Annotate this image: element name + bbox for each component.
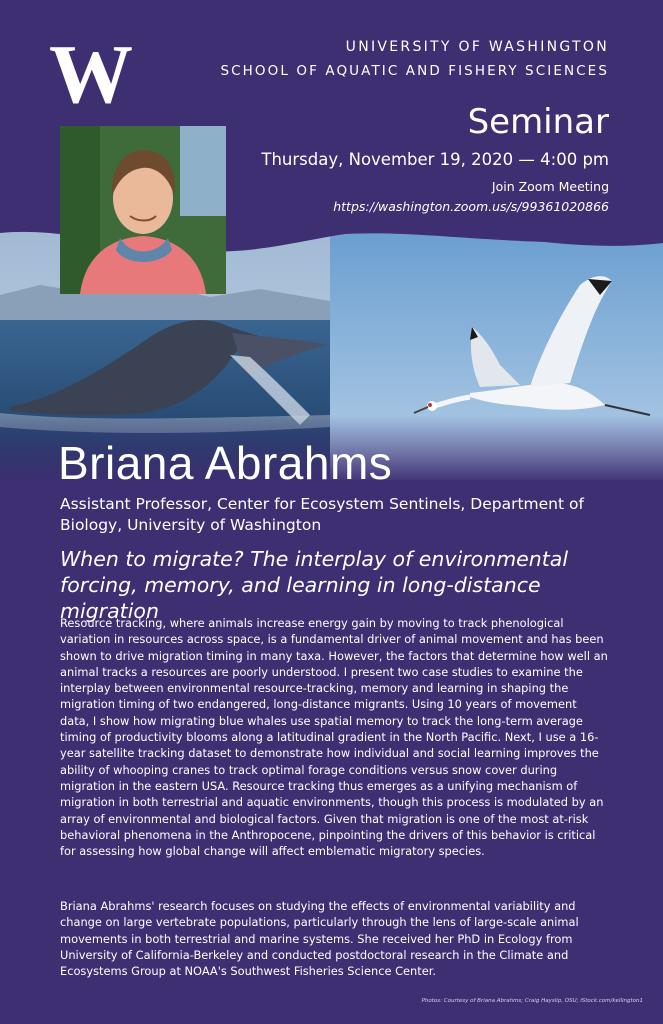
uw-logo-icon: [40, 40, 142, 106]
talk-abstract: Resource tracking, where animals increase energy gain by moving to track phenological variation in resources across space, is a fundamental driver of animal movement and has been shown to drive migration timing in many taxa. However, the factors that determine how well an animal tracks a resources are poorly understood. I present two case studies to examine the interplay between environmental resource-tracking, memory and learning in shaping the migration timing of two endangered, long-distance migrants. Using 10 years of movement data, I show how migrating blue whales use spatial memory to track the long-term average timing of productivity blooms along a latitudinal gradient in the North Pacific. Next, I use a 16-year satellite tracking dataset to demonstrate how individual and social learning improves the ability of whooping cranes to track optimal forage conditions versus snow cover during migration in the eastern USA. Resource tracking thus emerges as a unifying mechanism of migration in both terrestrial and aquatic environments, though this process is modulated by an array of environmental and biological factors. Given that migration is one of the most at-risk behavioral phenomena in the Anthropocene, pinpointing the drivers of this behavior is critical for assessing how global change will affect emblematic migratory species.: [60, 616, 608, 859]
speaker-name: Briana Abrahms: [58, 437, 393, 489]
speaker-portrait: [60, 126, 226, 294]
zoom-label: Join Zoom Meeting: [491, 179, 609, 194]
zoom-link[interactable]: https://washington.zoom.us/s/99361020866: [333, 199, 609, 214]
speaker-bio: Briana Abrahms' research focuses on studying the effects of environmental variability and change on large vertebrate populations, particularly through the lens of large-scale animal movements in both terrestrial and marine systems. She received her PhD in Ecology from University of California-Berkeley and conducted postdoctoral research in the Climate and Ecosystems Group at NOAA's Southwest Fisheries Science Center.: [60, 899, 579, 979]
event-type: Seminar: [467, 102, 609, 142]
school-name: SCHOOL OF AQUATIC AND FISHERY SCIENCES: [220, 63, 609, 79]
photo-credit: Photos: Courtesy of Briana Abrahms; Craig Hayslip, OSU; iStock.com/kellington1: [421, 998, 643, 1004]
speaker-affiliation: Assistant Professor, Center for Ecosystem Sentinels, Department of Biology, University of Washington: [60, 495, 584, 534]
event-datetime: Thursday, November 19, 2020 — 4:00 pm: [261, 150, 609, 169]
svg-text:W: W: [49, 40, 133, 106]
university-name: UNIVERSITY OF WASHINGTON: [345, 39, 609, 55]
talk-title: When to migrate? The interplay of environmental forcing, memory, and learning in long-distance migration: [60, 547, 569, 623]
